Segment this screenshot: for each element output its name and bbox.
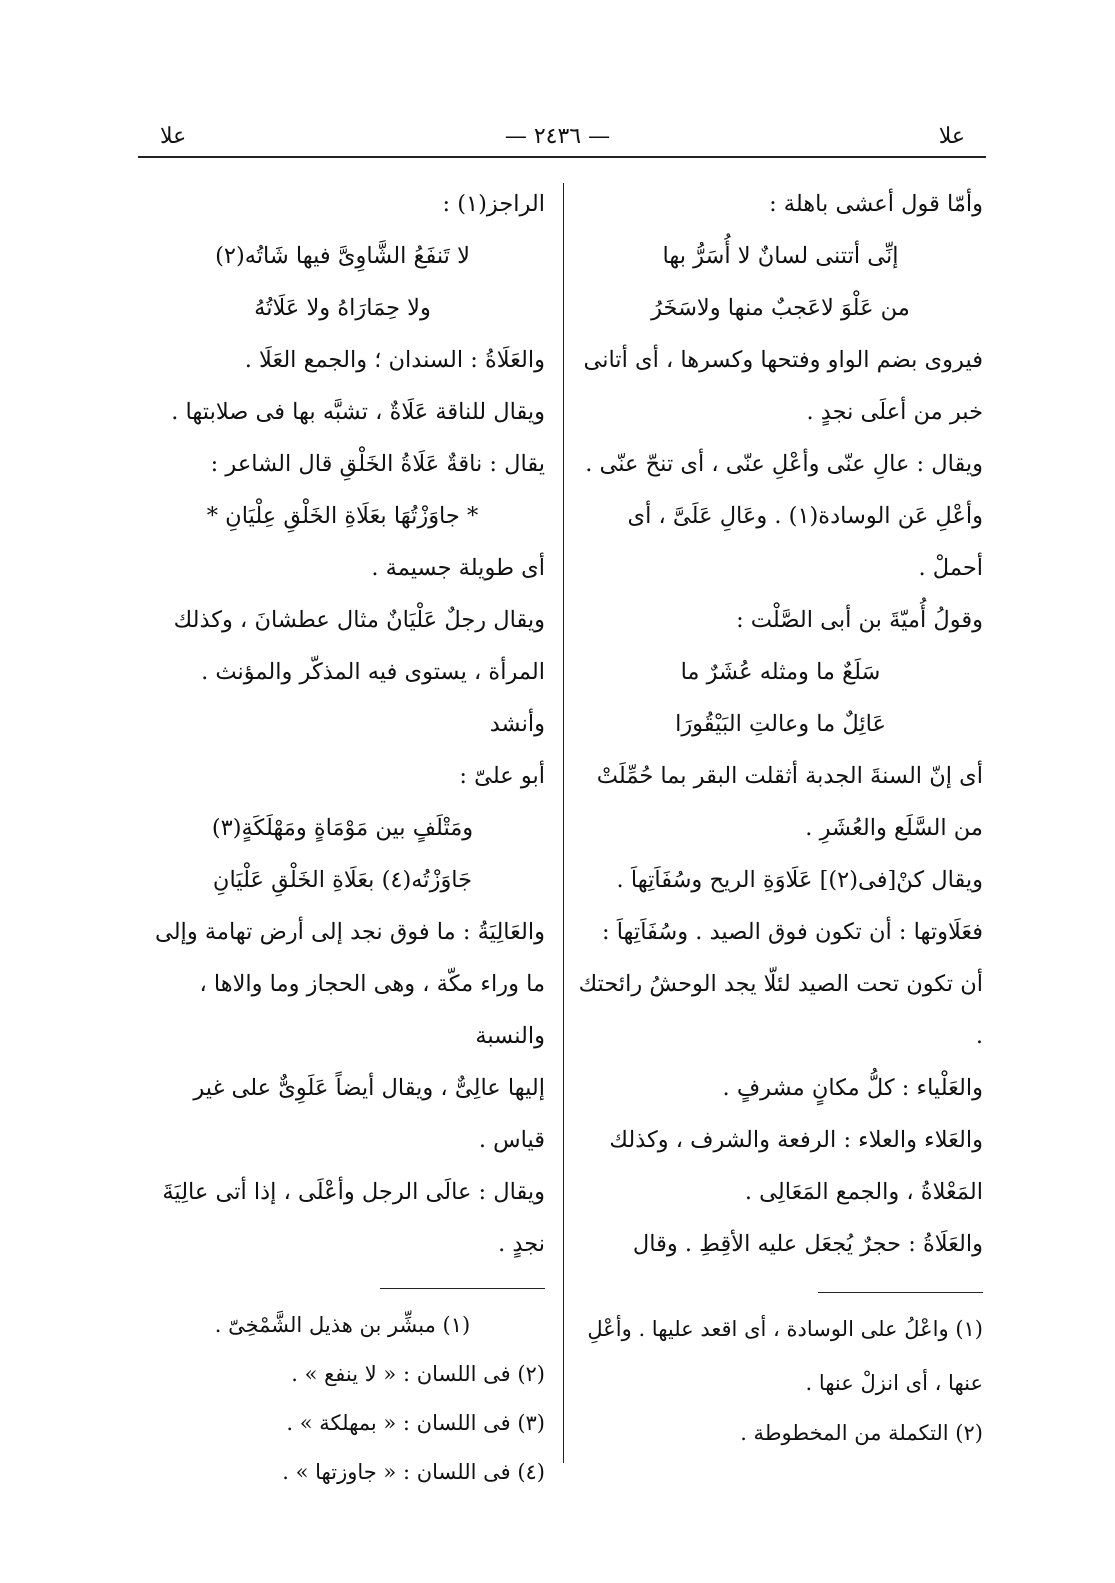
text-line: ويقال : عالِ عنّى وأعْلِ عنّى ، أى تنحّ عنّى .: [585, 451, 983, 477]
verse-line: من عَلْوَ لاعَجبٌ منها ولاسَخَرُ: [651, 295, 910, 321]
text-line: والعَلَاةُ : حجرٌ يُجعَل عليه الأقِطِ . وقال: [632, 1231, 983, 1257]
verse-line: سَلَعٌ ما ومثله عُشَرٌ ما: [680, 659, 881, 685]
verse-line: عَائِلٌ ما وعالتِ البَيْقُورَا: [675, 711, 886, 737]
footnote: (٣) فى اللسان : « بمهلكة » .: [286, 1411, 545, 1435]
text-line: والعَالِيَةُ : ما فوق نجد إلى أرض تهامة وإلى: [154, 919, 545, 945]
verse-line: ومَتْلَفٍ بين مَوْمَاةٍ ومَهْلَكَةٍ(٣): [211, 815, 474, 841]
text-line: المَعْلاةُ ، والجمع المَعَالِى .: [744, 1179, 983, 1205]
text-line: من السَّلَع والعُشَرِ .: [805, 815, 983, 841]
text-line: وأعْلِ عَن الوسادة(١) . وعَالِ عَلَىَّ ، أى أحملْ .: [627, 503, 983, 581]
left-column: [140, 178, 545, 1497]
column-divider: [563, 183, 564, 1463]
verse-line: ولا حِمَارَاهُ ولا عَلَاتُهُ: [254, 295, 431, 321]
verse-line: إنِّى أتتنى لسانٌ لا أُسَرُّ بها: [662, 243, 899, 269]
text-line: يقال : ناقةٌ عَلَاةُ الخَلْقِ قال الشاعر :: [210, 451, 545, 477]
text-line: أى طويلة جسيمة .: [371, 555, 545, 581]
header-rule: [138, 156, 986, 158]
text-line: إليها عالِىٌّ ، ويقال أيضاً عَلَوِىٌّ على غير قياس .: [193, 1075, 545, 1153]
footnote: عنها ، أى انزلْ عنها .: [805, 1371, 983, 1395]
footnote: (١) واعْلُ على الوسادة ، أى اقعد عليها . وأعْلِ: [587, 1317, 983, 1341]
text-line: والعَلْياء : كلُّ مكانٍ مشرفٍ .: [722, 1075, 983, 1101]
text-line: وأمّا قول أعشى باهلة :: [769, 191, 983, 217]
footnote-rule: [380, 1288, 545, 1289]
footnote: (٢) فى اللسان : « لا ينفع » .: [291, 1362, 545, 1386]
text-line: ما وراء مكّة ، وهى الحجاز وما والاها ، والنسبة: [199, 971, 545, 1049]
text-line: أى إنّ السنةَ الجدبة أثقلت البقر بما حُمِّلَتْ: [596, 763, 983, 789]
verse-line: * جاوَزْتُهَا بعَلَاةِ الخَلْقِ عِلْيَانِ *: [206, 503, 479, 529]
right-column: [578, 178, 983, 1454]
footnote: (٤) فى اللسان : « جاوزتها » .: [282, 1460, 545, 1484]
header-right-word: علا: [938, 124, 965, 149]
page-number: — ٢٤٣٦ —: [504, 124, 611, 149]
text-line: والعَلاء والعلاء : الرفعة والشرف ، وكذلك: [609, 1127, 983, 1153]
text-line: ويقال للناقة عَلَاةٌ ، تشبَّه بها فى صلابتها .: [171, 399, 545, 425]
footnote: (١) مبشِّر بن هذيل الشَّمْخِىّ .: [214, 1313, 471, 1337]
text-line: فعَلَاوتها : أن تكون فوق الصيد . وسُفَاَتِهاَ :: [601, 919, 983, 945]
text-line: المرأة ، يستوى فيه المذكّر والمؤنث . وأنشد: [201, 659, 545, 737]
text-line: ويقال : عالَى الرجل وأعْلَى ، إذا أتى عالِيَةَ: [162, 1179, 545, 1205]
text-line: فيروى بضم الواو وفتحها وكسرها ، أى أتانى: [583, 347, 983, 373]
footnote: (٢) التكملة من المخطوطة .: [740, 1421, 983, 1445]
text-line: خبر من أعلَى نجدٍ .: [806, 399, 983, 425]
text-line: ويقال رجلٌ عَلْيَانٌ مثال عطشانَ ، وكذلك: [173, 607, 545, 633]
text-line: أن تكون تحت الصيد لئلّا يجد الوحشُ رائحتك .: [578, 971, 983, 1049]
header-left-word: علا: [160, 124, 187, 149]
text-line: الراجز(١) :: [442, 191, 545, 217]
text-line: ويقال كنْ[فى(٢)] عَلَاوَةِ الريح وسُفَاَتِهاَ .: [616, 867, 983, 893]
verse-line: لا تَنفَعُ الشَّاوِىَّ فيها شَاتُه(٢): [215, 243, 470, 269]
text-line: نجدٍ .: [498, 1231, 545, 1257]
text-line: والعَلَاةُ : السندان ؛ والجمع العَلَا .: [244, 347, 545, 373]
verse-line: جَاوَزْتُه(٤) بعَلَاةِ الخَلْقِ عَلْيَانِ: [212, 867, 473, 893]
text-line: وقولُ أُميّةَ بن أبى الصَّلْت :: [736, 607, 983, 633]
text-line: أبو علىّ :: [459, 763, 545, 789]
footnote-rule: [818, 1292, 983, 1293]
